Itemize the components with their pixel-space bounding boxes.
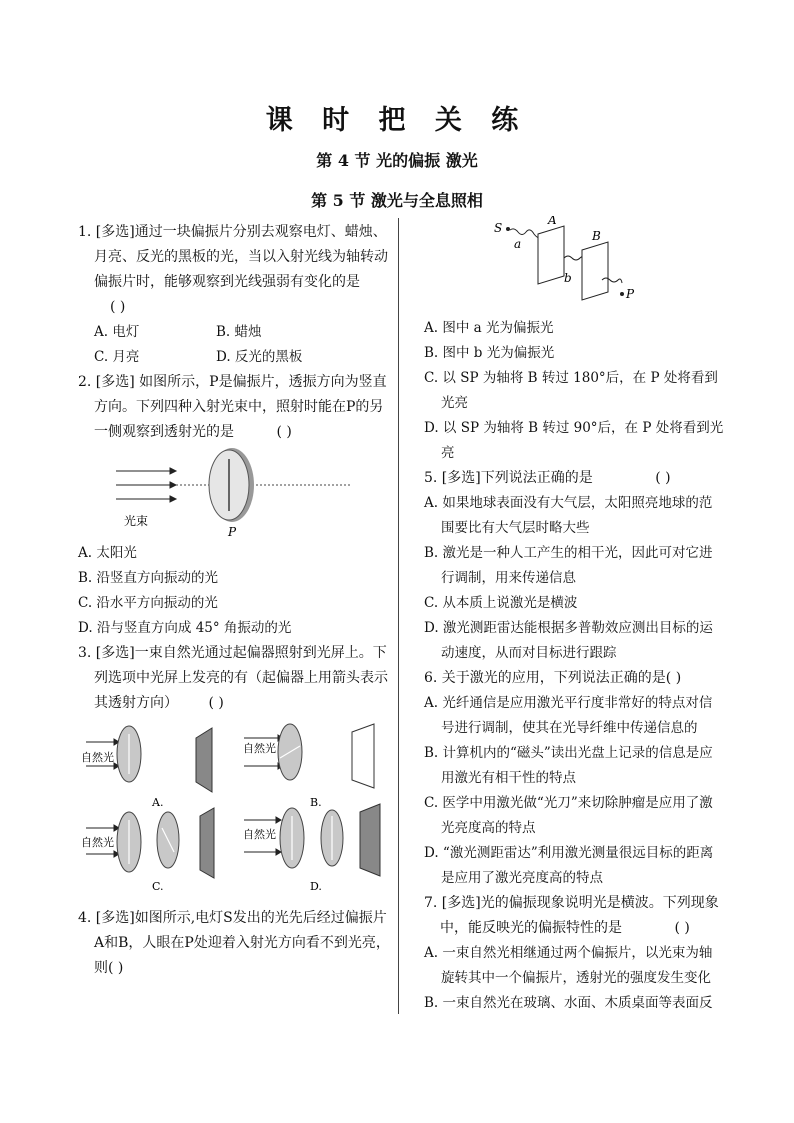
q7-option-a: A. 一束自然光相继通过两个偏振片，以光束为轴旋转其中一个偏振片，透射光的强度发生变化 (424, 945, 713, 986)
question-7-text: 7. [多选]光的偏振现象说明光是横波。下列现象中，能反映光的偏振特性的是 (424, 895, 719, 936)
question-3-text: 3. [多选]一束自然光通过起偏器照射到光屏上。下列选项中光屏上发亮的有（起偏器上用箭头表示其透射方向） (78, 645, 388, 711)
q6-option-a: A. 光纤通信是应用激光平行度非常好的特点对信号进行调制，使其在光导纤维中传递信息的 (424, 695, 713, 736)
beam-label: 光束 (124, 514, 149, 528)
question-5-text: 5. [多选]下列说法正确的是 (424, 470, 593, 486)
label-b-light: b (564, 271, 572, 285)
screen (200, 808, 214, 878)
q5-option-c: C. 从本质上说激光是横波 (424, 595, 578, 611)
question-1-answer-paren: ( ) (110, 299, 126, 315)
label-b: B. (310, 796, 322, 809)
figure-d (243, 804, 380, 893)
question-4 (78, 906, 396, 981)
polarizer-beam-figure (78, 445, 396, 537)
q1-option-b: B. 蜡烛 (216, 324, 262, 340)
natural-light-label: 自然光 (243, 828, 276, 841)
label-d: D. (310, 880, 322, 893)
question-3 (78, 641, 396, 716)
eye-p (620, 292, 624, 296)
two-polarizer-figure (424, 216, 724, 312)
label-a: A. (152, 796, 164, 809)
q4-option-c: C. 以 SP 为轴将 B 转过 180°后，在 P 处将看到光亮 (424, 370, 718, 411)
question-1-options-row2 (78, 345, 396, 370)
q4-option-b: B. 图中 b 光为偏振光 (424, 345, 555, 361)
lamp-s (506, 227, 510, 231)
question-4-text: 4. [多选]如图所示,电灯S发出的光先后经过偏振片A和B，人眼在P处迎着入射光方向看不到光亮，则( ) (78, 910, 390, 976)
q4-option-d: D. 以 SP 为轴将 B 转过 90°后，在 P 处将看到光亮 (424, 420, 724, 461)
figure-c (81, 808, 214, 893)
polarizer-screen-figure (78, 716, 396, 902)
q2-option-b: B. 沿竖直方向振动的光 (78, 570, 219, 586)
screen (352, 724, 374, 788)
figure-a (81, 726, 212, 809)
label-b: B (592, 229, 601, 243)
question-2-answer-paren: ( ) (276, 424, 292, 440)
q7-option-b: B. 一束自然光在玻璃、水面、木质桌面等表面反 (424, 995, 713, 1011)
q1-option-a: A. 电灯 (94, 324, 140, 340)
q2-option-d: D. 沿与竖直方向成 45° 角振动的光 (78, 620, 292, 636)
q2-option-c: C. 沿水平方向振动的光 (78, 595, 218, 611)
natural-light-label: 自然光 (81, 751, 114, 764)
question-7-answer-paren: ( ) (674, 920, 690, 936)
section-heading-5: 第 5 节 激光与全息照相 (311, 191, 483, 210)
polarizer-b (582, 242, 608, 300)
beam-arrows (116, 468, 176, 502)
question-2 (78, 370, 396, 445)
label-p: P (626, 287, 635, 301)
question-6 (424, 666, 724, 691)
label-a: A (548, 216, 557, 227)
section-heading-4: 第 4 节 光的偏振 激光 (316, 151, 478, 170)
q1-option-c: C. 月亮 (94, 349, 140, 365)
question-5 (424, 466, 724, 491)
natural-light-label: 自然光 (81, 836, 114, 849)
q5-option-d: D. 激光测距雷达能根据多普勒效应测出目标的运动速度，从而对目标进行跟踪 (424, 620, 713, 661)
polarizer-a (538, 226, 564, 284)
label-c: C. (152, 880, 164, 893)
label-a-light: a (514, 237, 522, 251)
question-5-answer-paren: ( ) (655, 470, 671, 486)
question-6-text: 6. 关于激光的应用，下列说法正确的是( ) (424, 670, 682, 686)
q5-option-b: B. 激光是一种人工产生的相干光，因此可对它进行调制，用来传递信息 (424, 545, 713, 586)
left-column (78, 220, 396, 981)
label-s: S (494, 221, 503, 235)
right-column (424, 216, 724, 1016)
question-3-answer-paren: ( ) (208, 695, 224, 711)
question-2-text: 2. [多选] 如图所示，P是偏振片，透振方向为竖直方向。下列四种入射光束中，照射时能在P的另一侧观察到透射光的是 (78, 374, 387, 440)
question-1 (78, 220, 396, 295)
column-divider (398, 218, 399, 1014)
question-7 (424, 891, 724, 941)
q6-option-b: B. 计算机内的“磁头”读出光盘上记录的信息是应用激光有相干性的特点 (424, 745, 713, 786)
q6-option-c: C. 医学中用激光做“光刀”来切除肿瘤是应用了激光亮度高的特点 (424, 795, 713, 836)
question-1-text: 1. [多选]通过一块偏振片分别去观察电灯、蜡烛、月亮、反光的黑板的光，当以入射光线为轴转动偏振片时，能够观察到光线强弱有变化的是 (78, 224, 388, 290)
polarizer-label: P (228, 525, 237, 537)
screen (196, 728, 212, 792)
natural-light-label: 自然光 (243, 742, 276, 755)
q1-option-d: D. 反光的黑板 (216, 349, 303, 365)
page-title: 课 时 把 关 练 (265, 105, 529, 136)
q6-option-d: D. “激光测距雷达”利用激光测量很远目标的距离是应用了激光亮度高的特点 (424, 845, 714, 886)
q2-option-a: A. 太阳光 (78, 545, 137, 561)
screen (360, 804, 380, 876)
q5-option-a: A. 如果地球表面没有大气层，太阳照亮地球的范围要比有大气层时略大些 (424, 495, 713, 536)
figure-b (243, 724, 374, 809)
q4-option-a: A. 图中 a 光为偏振光 (424, 320, 554, 336)
question-1-options-row1 (78, 320, 396, 345)
